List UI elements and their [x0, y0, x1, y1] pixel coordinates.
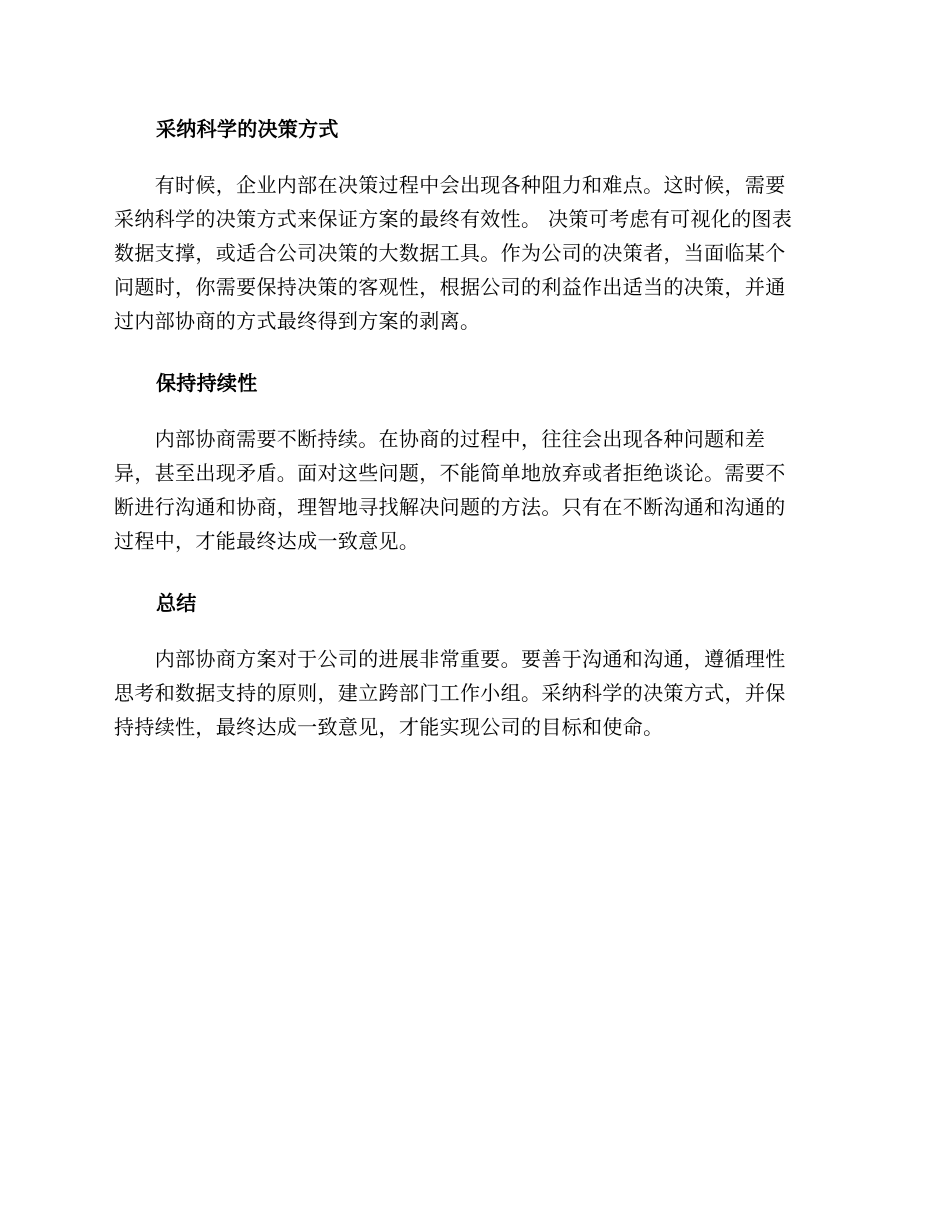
section-heading-decision: 采纳科学的决策方式: [156, 117, 339, 141]
paragraph-line: 思考和数据支持的原则，建立跨部门工作小组。采纳科学的决策方式，并保: [114, 681, 786, 705]
section-paragraph-decision: [114, 168, 834, 338]
document-body: [114, 110, 834, 744]
section-paragraph-continuity: [114, 422, 834, 558]
paragraph-line: 过内部协商的方式最终得到方案的剥离。: [114, 309, 481, 333]
paragraph-line: 问题时，你需要保持决策的客观性，根据公司的利益作出适当的决策，并通: [114, 275, 786, 299]
paragraph-line: 内部协商方案对于公司的进展非常重要。要善于沟通和沟通，遵循理性: [114, 647, 786, 671]
paragraph-line: 内部协商需要不断持续。在协商的过程中，往往会出现各种问题和差: [114, 427, 766, 451]
section-paragraph-summary: [114, 642, 834, 744]
paragraph-line: 数据支撑，或适合公司决策的大数据工具。作为公司的决策者，当面临某个: [114, 241, 786, 265]
paragraph-line: 异，甚至出现矛盾。面对这些问题，不能简单地放弃或者拒绝谈论。需要不: [114, 461, 786, 485]
paragraph-line: 有时候，企业内部在决策过程中会出现各种阻力和难点。这时候，需要: [114, 173, 786, 197]
paragraph-line: 过程中，才能最终达成一致意见。: [114, 529, 420, 553]
paragraph-line: 采纳科学的决策方式来保证方案的最终有效性。 决策可考虑有可视化的图表: [114, 207, 793, 231]
paragraph-line: 断进行沟通和协商，理智地寻找解决问题的方法。只有在不断沟通和沟通的: [114, 495, 786, 519]
section-heading-continuity: 保持持续性: [156, 371, 258, 395]
section-heading-summary: 总结: [156, 591, 197, 615]
paragraph-line: 持持续性，最终达成一致意见，才能实现公司的目标和使命。: [114, 715, 664, 739]
